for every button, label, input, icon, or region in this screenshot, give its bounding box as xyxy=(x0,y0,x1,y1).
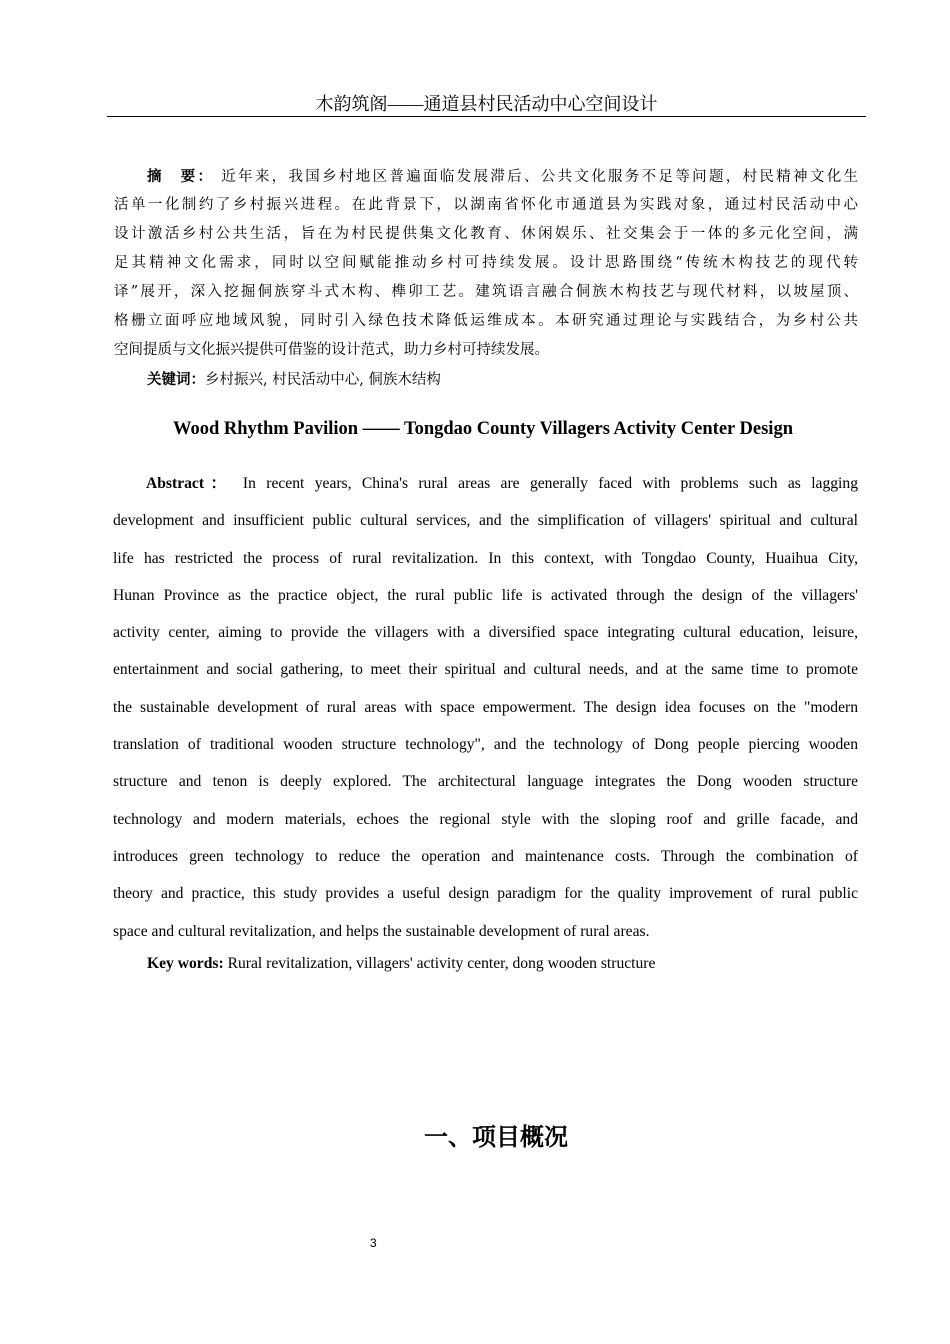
running-header: 木韵筑阁——通道县村民活动中心空间设计 xyxy=(107,92,866,117)
abstract-line-text: In recent years, China's rural areas are generally faced with problems such as lagging xyxy=(242,475,858,492)
abstract-label: 摘 要： xyxy=(147,168,215,185)
abstract-line xyxy=(113,465,858,502)
abstract-line-text: development and insufficient public cultural services, and the simplification of villagers' spiritual and cultural xyxy=(113,512,858,530)
abstract-line-text: space and cultural revitalization, and helps the sustainable development of rural areas. xyxy=(113,922,650,940)
english-abstract xyxy=(113,465,858,950)
abstract-line xyxy=(113,614,858,651)
abstract-line-text: Hunan Province as the practice object, the rural public life is activated through the design of the villagers' xyxy=(113,586,858,604)
abstract-line-text: 格栅立面呼应地域风貌，同时引入绿色技术降低运维成本。本研究通过理论与实践结合，为乡村公共 xyxy=(114,313,858,329)
abstract-line xyxy=(113,763,858,800)
chinese-keywords-text: 乡村振兴, 村民活动中心, 侗族木结构 xyxy=(205,372,441,388)
abstract-line-text: theory and practice, this study provides a useful design paradigm for the quality improvement of rural public xyxy=(113,885,858,903)
section-heading: 一、项目概况 xyxy=(424,1123,568,1151)
abstract-line xyxy=(114,307,858,336)
abstract-line-text: 空间提质与文化振兴提供可借鉴的设计范式，助力乡村可持续发展。 xyxy=(114,342,549,358)
abstract-line xyxy=(113,502,858,539)
abstract-line xyxy=(113,577,858,614)
abstract-line-text: the sustainable development of rural areas with space empowerment. The design idea focuses on the "modern xyxy=(113,698,858,716)
abstract-line-text: structure and tenon is deeply explored. The architectural language integrates the Dong wooden structure xyxy=(113,773,858,791)
abstract-line xyxy=(113,540,858,577)
abstract-line-text: activity center, aiming to provide the villagers with a diversified space integrating cultural education, leisure, xyxy=(113,624,858,642)
english-title: Wood Rhythm Pavilion —— Tongdao County Villagers Activity Center Design xyxy=(173,419,793,439)
abstract-line-text: technology and modern materials, echoes the regional style with the sloping roof and grille facade, and xyxy=(113,810,858,828)
abstract-label: Abstract： xyxy=(146,475,233,492)
abstract-line xyxy=(113,838,858,875)
page-number: 3 xyxy=(370,1236,377,1250)
abstract-line-text: 近年来，我国乡村地区普遍面临发展滞后、公共文化服务不足等问题，村民精神文化生 xyxy=(221,169,859,185)
abstract-line-text: 足其精神文化需求，同时以空间赋能推动乡村可持续发展。设计思路围绕“传统木构技艺的现代转 xyxy=(114,255,858,271)
english-keywords-text: Rural revitalization, villagers' activity center, dong wooden structure xyxy=(227,955,656,972)
chinese-keywords-label: 关键词： xyxy=(147,371,205,388)
abstract-line xyxy=(113,913,858,950)
abstract-line xyxy=(113,689,858,726)
abstract-line xyxy=(113,801,858,838)
abstract-line-text: translation of traditional wooden structure technology", and the technology of Dong people piercing wooden xyxy=(113,736,858,754)
abstract-line-text: entertainment and social gathering, to meet their spiritual and cultural needs, and at the same time to promote xyxy=(113,661,858,679)
english-keywords xyxy=(147,955,655,973)
abstract-line xyxy=(114,162,858,191)
chinese-keywords xyxy=(114,365,858,394)
english-keywords-label: Key words: xyxy=(147,955,224,972)
abstract-line-text: introduces green technology to reduce the operation and maintenance costs. Through the combination of xyxy=(113,847,858,865)
abstract-line xyxy=(114,336,858,365)
abstract-line-text: 活单一化制约了乡村振兴进程。在此背景下，以湖南省怀化市通道县为实践对象，通过村民活动中心 xyxy=(114,197,858,213)
abstract-line xyxy=(114,191,858,220)
abstract-line xyxy=(113,651,858,688)
abstract-line xyxy=(114,278,858,307)
abstract-line xyxy=(114,249,858,278)
abstract-line-text: 译”展开，深入挖掘侗族穿斗式木构、榫卯工艺。建筑语言融合侗族木构技艺与现代材料，以坡屋顶、 xyxy=(114,284,858,300)
abstract-line xyxy=(113,875,858,912)
abstract-line-text: 设计激活乡村公共生活，旨在为村民提供集文化教育、休闲娱乐、社交集会于一体的多元化空间，满 xyxy=(114,226,858,242)
abstract-line xyxy=(113,726,858,763)
abstract-line-text: life has restricted the process of rural revitalization. In this context, with Tongdao County, Huaihua City, xyxy=(113,549,858,567)
chinese-abstract xyxy=(114,162,858,394)
abstract-line xyxy=(114,220,858,249)
